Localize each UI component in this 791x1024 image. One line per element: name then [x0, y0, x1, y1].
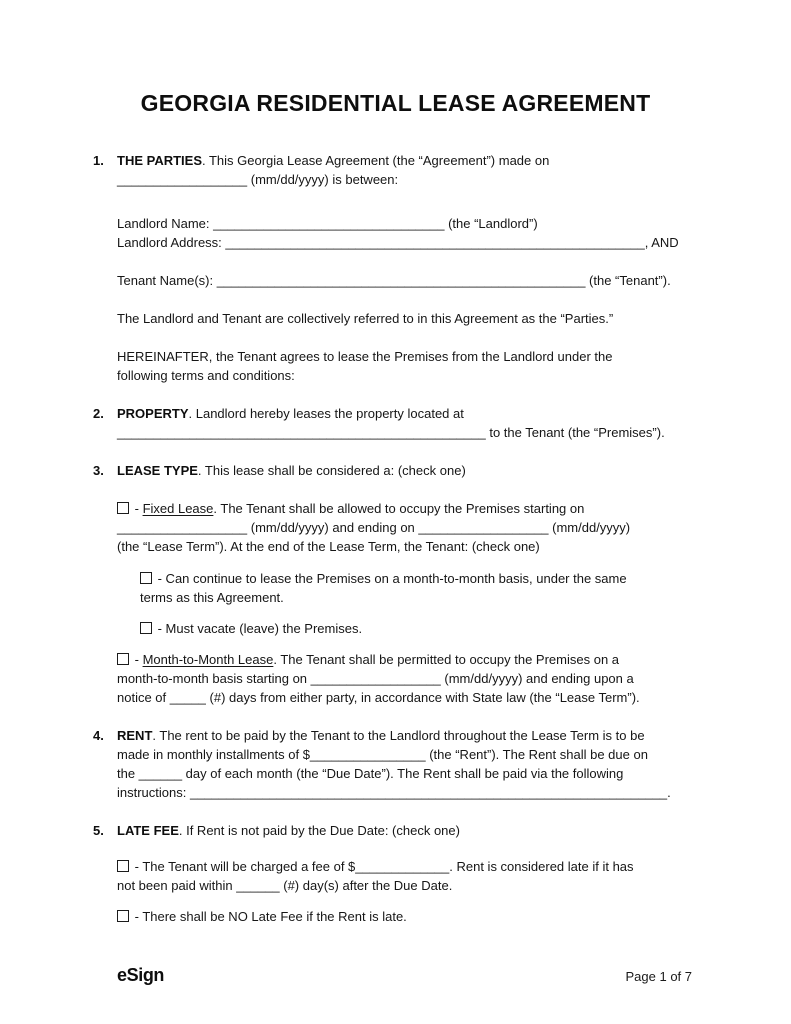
- continue-option-text: - Can continue to lease the Premises on a month-to-month basis, under the same: [154, 571, 627, 586]
- continue-option-line2: terms as this Agreement.: [140, 590, 284, 605]
- no-late-fee-line1: [117, 907, 703, 926]
- late-fee-charged-line2: not been paid within ______ (#) day(s) after the Due Date.: [117, 878, 453, 893]
- parties-definition-line: The Landlord and Tenant are collectively referred to in this Agreement as the “Parties.”: [117, 311, 614, 326]
- month-to-month-option: [117, 650, 703, 707]
- late-fee-line1: [117, 821, 703, 840]
- esign-logo: eSign: [117, 965, 165, 985]
- section-parties-number: 1.: [93, 153, 104, 168]
- fixed-lease-line1: [117, 499, 703, 518]
- section-late-fee-heading: LATE FEE: [117, 823, 179, 838]
- document-title: GEORGIA RESIDENTIAL LEASE AGREEMENT: [140, 90, 651, 116]
- lease-type-intro-text: . This lease shall be considered a: (check one): [197, 463, 466, 478]
- month-to-month-line3: notice of _____ (#) days from either party, in accordance with State law (the “Lease Term”).: [117, 690, 640, 705]
- month-to-month-checkbox[interactable]: [117, 653, 129, 665]
- late-fee-charged-text: - The Tenant will be charged a fee of $_____________. Rent is considered late if it has: [131, 859, 634, 874]
- continue-option: [140, 569, 703, 607]
- section-property-heading: PROPERTY: [117, 406, 189, 421]
- vacate-option-text: - Must vacate (leave) the Premises.: [154, 621, 363, 636]
- property-line2: ___________________________________________________ to the Tenant (the “Premises”).: [117, 425, 665, 440]
- rent-line4: instructions: __________________________________________________________________.: [117, 785, 671, 800]
- section-property-number: 2.: [93, 406, 104, 421]
- late-fee-intro-text: . If Rent is not paid by the Due Date: (check one): [178, 823, 460, 838]
- page-number: Page 1 of 7: [625, 969, 692, 984]
- landlord-block: [117, 214, 703, 252]
- tenant-block: [117, 271, 703, 290]
- section-parties-heading: THE PARTIES: [117, 153, 202, 168]
- no-late-fee-option: [117, 907, 703, 926]
- section-rent-heading: RENT: [117, 728, 153, 743]
- section-rent: [93, 726, 703, 802]
- month-to-month-text: . The Tenant shall be permitted to occupy the Premises on a: [273, 652, 620, 667]
- late-fee-charged-line1: [117, 857, 703, 876]
- section-property: [93, 404, 703, 442]
- vacate-option-line1: [140, 619, 703, 638]
- landlord-address-line: Landlord Address: __________________________________________________________, AND: [117, 235, 679, 250]
- landlord-name-line: Landlord Name: ________________________________ (the “Landlord”): [117, 216, 538, 231]
- section-lease-type: [93, 461, 703, 480]
- rent-intro-text: . The rent to be paid by the Tenant to the Landlord throughout the Lease Term is to be: [152, 728, 645, 743]
- section-parties: [93, 151, 703, 189]
- document-body: [93, 151, 703, 926]
- tenant-name-line: Tenant Name(s): ___________________________________________________ (the “Tenant”).: [117, 273, 671, 288]
- month-to-month-label: Month-to-Month Lease: [142, 652, 274, 667]
- hereinafter-line2: following terms and conditions:: [117, 368, 295, 383]
- section-lease-type-number: 3.: [93, 463, 104, 478]
- vacate-option: [140, 619, 703, 638]
- fixed-lease-line3: (the “Lease Term”). At the end of the Lease Term, the Tenant: (check one): [117, 539, 540, 554]
- rent-line1: [117, 726, 703, 745]
- continue-option-line1: [140, 569, 703, 588]
- page-footer: [117, 966, 692, 986]
- no-late-fee-checkbox[interactable]: [117, 910, 129, 922]
- month-to-month-dash: -: [131, 652, 143, 667]
- hereinafter-line1: HEREINAFTER, the Tenant agrees to lease the Premises from the Landlord under the: [117, 349, 613, 364]
- late-fee-charged-option: [117, 857, 703, 895]
- fixed-lease-line2: __________________ (mm/dd/yyyy) and ending on __________________ (mm/dd/yyyy): [117, 520, 631, 535]
- section-late-fee: [93, 821, 703, 840]
- vacate-option-checkbox[interactable]: [140, 622, 152, 634]
- fixed-lease-dash: -: [131, 501, 143, 516]
- rent-line2: made in monthly installments of $________________ (the “Rent”). The Rent shall be due on: [117, 747, 648, 762]
- property-intro-text: . Landlord hereby leases the property located at: [188, 406, 464, 421]
- fixed-lease-text: . The Tenant shall be allowed to occupy the Premises starting on: [213, 501, 585, 516]
- fixed-lease-suboptions: [140, 569, 703, 638]
- parties-intro-text: . This Georgia Lease Agreement (the “Agreement”) made on: [202, 153, 550, 168]
- month-to-month-line2: month-to-month basis starting on __________________ (mm/dd/yyyy) and ending upon a: [117, 671, 634, 686]
- section-lease-type-heading: LEASE TYPE: [117, 463, 198, 478]
- continue-option-checkbox[interactable]: [140, 572, 152, 584]
- lease-type-line1: [117, 461, 703, 480]
- parties-intro-line1: [117, 151, 703, 170]
- property-line1: [117, 404, 703, 423]
- fixed-lease-label: Fixed Lease: [142, 501, 214, 516]
- section-rent-number: 4.: [93, 728, 104, 743]
- fixed-lease-checkbox[interactable]: [117, 502, 129, 514]
- late-fee-charged-checkbox[interactable]: [117, 860, 129, 872]
- no-late-fee-text: - There shall be NO Late Fee if the Rent is late.: [131, 909, 407, 924]
- parties-definition: [117, 309, 703, 328]
- rent-line3: the ______ day of each month (the “Due Date”). The Rent shall be paid via the following: [117, 766, 624, 781]
- hereinafter-clause: [117, 347, 703, 385]
- fixed-lease-option: [117, 499, 703, 638]
- month-to-month-line1: [117, 650, 703, 669]
- section-late-fee-number: 5.: [93, 823, 104, 838]
- parties-intro-line2: __________________ (mm/dd/yyyy) is between:: [117, 172, 399, 187]
